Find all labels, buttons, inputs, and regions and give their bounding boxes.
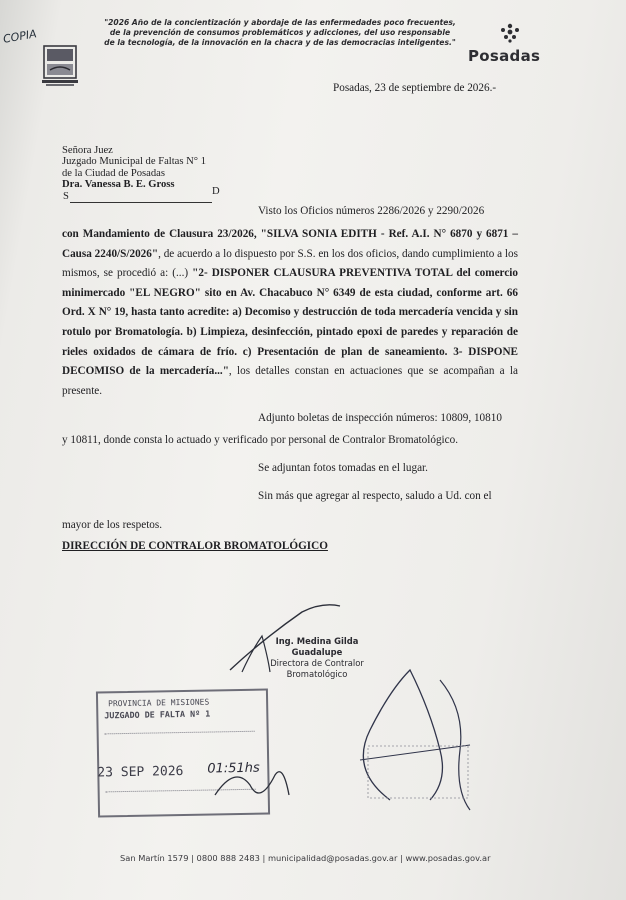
paragraph-4-line-2: mayor de los respetos.	[62, 519, 163, 531]
receiver-signature	[330, 650, 510, 820]
stamp-line-2: JUZGADO DE FALTA Nº 1	[104, 708, 211, 721]
paragraph-1	[62, 225, 518, 401]
paragraph-3: Se adjuntan fotos tomadas en el lugar.	[258, 462, 428, 474]
signer-title-1: Directora de Contralor	[270, 658, 364, 668]
addressee-underline	[70, 202, 212, 203]
paragraph-2-line-2: y 10811, donde consta lo actuado y verificado por personal de Contralor Bromatológico.	[62, 434, 459, 446]
municipal-crest-logo	[38, 44, 84, 88]
year-motto	[95, 18, 465, 48]
motto-line-3: de la tecnología, de la innovación en la chacra y de las democracias inteligentes."	[104, 38, 456, 47]
addressee-line-3: de la Ciudad de Posadas	[62, 167, 165, 179]
stamp-time: 01:51hs	[207, 760, 260, 777]
signer-name: Ing. Medina Gilda Guadalupe	[275, 636, 359, 657]
paragraph-1-resolution: "2- DISPONER CLAUSURA PREVENTIVA TOTAL del comercio minimercado "EL NEGRO" sito en Av. Chacabuco N° 6349 de esta ciudad, conforme art. 66 Ord. X N° 19, hasta tanto acredite: a) Decomiso y destrucción de toda mercadería vencida y sin rotulo por Bromatología. b) Limpieza, desinfección, pintado epoxi de paredes y reparación de rieles oxidados de cámara de frío. c) Presentación de plan de saneamiento. 3- DISPONE DECOMISO de la mercadería..."	[62, 267, 518, 378]
footer-contact: San Martín 1579 | 0800 888 2483 | municipalidad@posadas.gov.ar | www.posadas.gov.ar	[120, 853, 491, 863]
addressee-s-mark: S	[63, 191, 69, 202]
paragraph-1-text-a: , de acuerdo a lo dispuesto por S.S. en los dos oficios, dando cumplimiento a los mismos, se procedió a: (...)	[62, 247, 518, 280]
stamp-date: 23 SEP 2026	[97, 763, 184, 781]
addressee-line-1: Señora Juez	[62, 145, 113, 156]
stamp-line-1: PROVINCIA DE MISIONES	[108, 697, 210, 709]
signer-title-2: Bromatológico	[286, 669, 348, 679]
addressee-line-2: Juzgado Municipal de Faltas N° 1	[62, 156, 206, 168]
motto-line-1: "2026 Año de la concientización y abordaje de las enfermedades poco frecuentes,	[104, 18, 456, 27]
stamp-initials	[205, 755, 295, 815]
date-line: Posadas, 23 de septiembre de 2026.-	[333, 82, 497, 94]
paragraph-1-text-b: , los detalles constan en actuaciones que se acompañan a la presente.	[62, 365, 518, 397]
copy-handwritten-mark: COPIA	[2, 27, 38, 46]
paragraph-2-line-1: Adjunto boletas de inspección números: 10809, 10810	[258, 412, 502, 424]
paragraph-4-line-1: Sin más que agregar al respecto, saludo a Ud. con el	[258, 490, 492, 502]
stamp-rule	[105, 731, 255, 735]
motto-line-2: de la prevención de consumos problemáticos y adicciones, del uso responsable	[109, 28, 451, 37]
addressee-block	[62, 145, 206, 191]
department-heading: DIRECCIÓN DE CONTRALOR BROMATOLÓGICO	[62, 540, 328, 552]
brand-name: Posadas	[468, 47, 541, 65]
addressee-d-mark: D	[212, 186, 220, 197]
posadas-brand-icon	[497, 22, 523, 44]
paragraph-1-case-ref: con Mandamiento de Clausura 23/2026, "SILVA SONIA EDITH - Ref. A.I. N° 6870 y 6871 – Causa 2240/S/2026"	[62, 228, 518, 260]
addressee-line-4: Dra. Vanessa B. E. Gross	[62, 179, 175, 191]
paragraph-1-lead: Visto los Oficios números 2286/2026 y 2290/2026	[258, 205, 485, 217]
